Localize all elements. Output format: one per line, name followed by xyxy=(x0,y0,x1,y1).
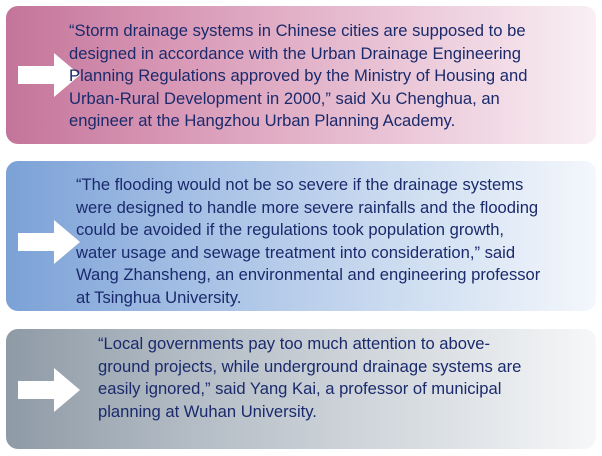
quote-text: “Local governments pay too much attention to above- ground projects, while underground drainage systems are easily ignored,” said Yang Kai, a professor of municipal planning at Wuhan University. xyxy=(98,334,522,421)
quote-text: “Storm drainage systems in Chinese cities are supposed to be designed in accordance with the Urban Drainage Engineering Planning Regulations approved by the Ministry of Housing and Urban-Rural Development in 2000,” said Xu Chenghua, an engineer at the Hangzhou Urban Planning Academy. xyxy=(69,21,528,131)
quote-card-yang-kai xyxy=(6,329,596,449)
quote-card-xu-chenghua xyxy=(6,6,596,144)
quote-text: “The flooding would not be so severe if the drainage systems were designed to handle more severe rainfalls and the flooding could be avoided if the regulations took population growth, water usage and sewage treatment into consideration,” said Wang Zhansheng, an environmental and engineering professor at Tsinghua University. xyxy=(76,175,541,307)
right-arrow-icon xyxy=(18,366,82,414)
right-arrow-icon xyxy=(18,218,82,266)
quote-card-wang-zhansheng xyxy=(6,161,596,311)
